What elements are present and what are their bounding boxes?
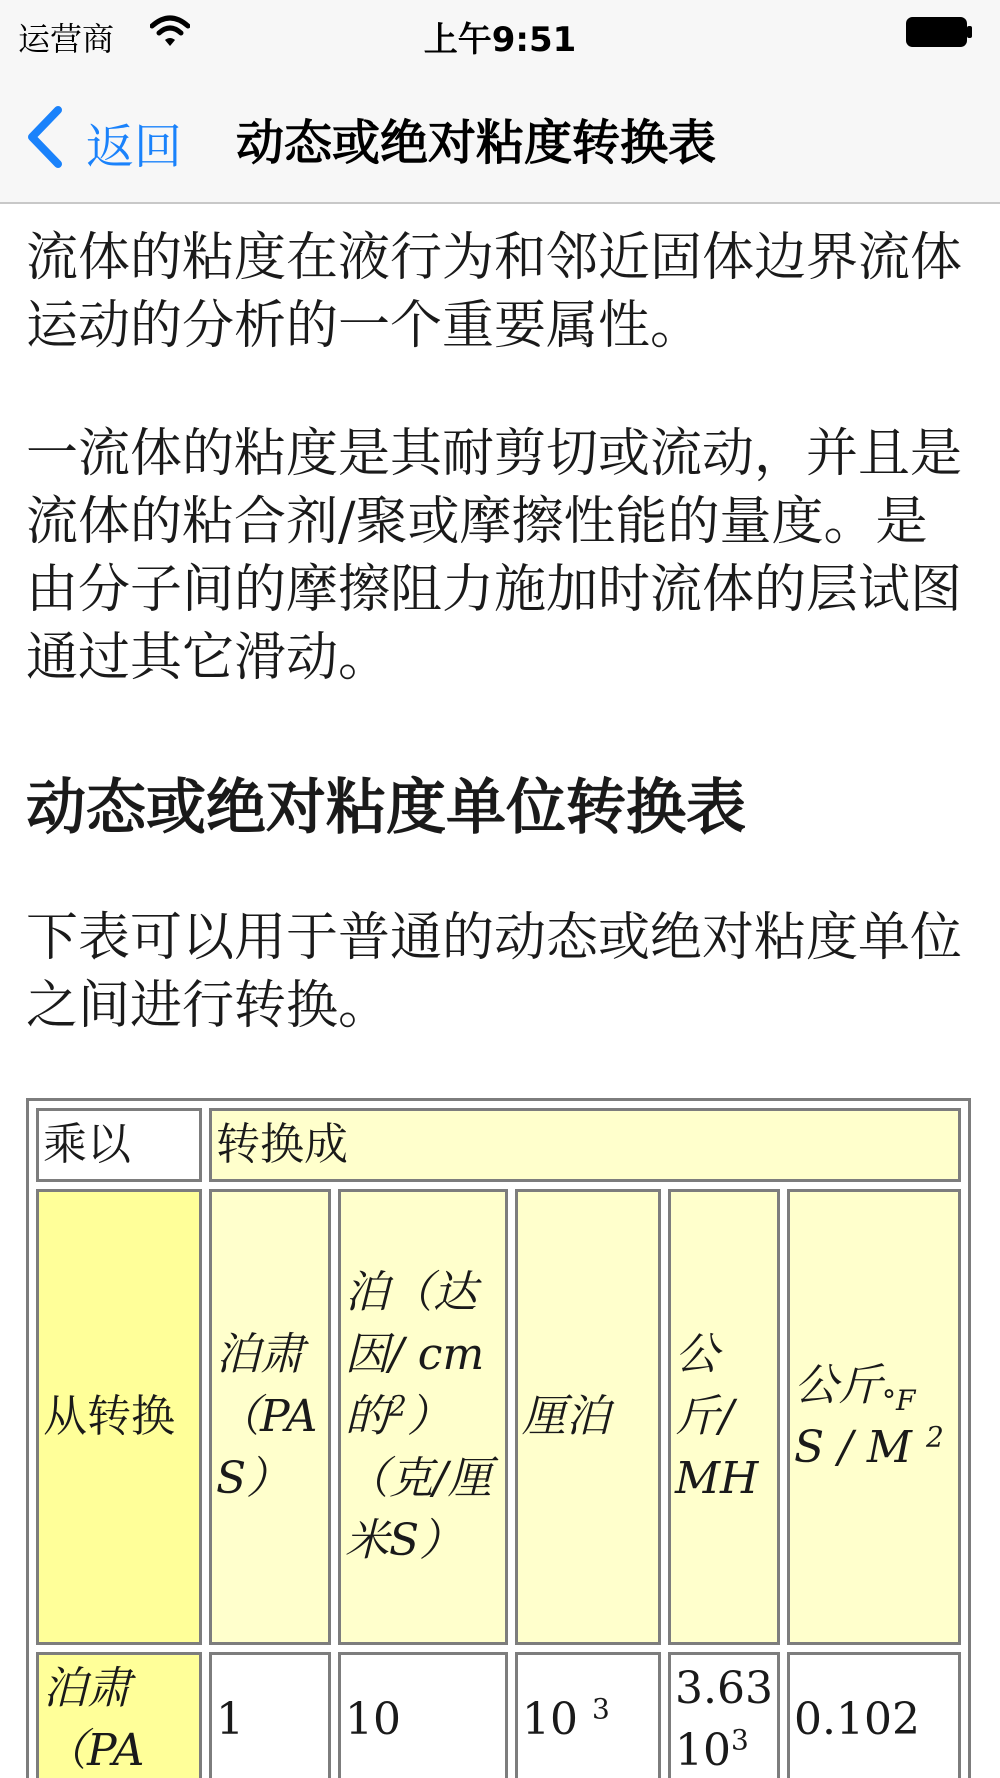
status-bar (0, 0, 1000, 68)
unit-kgf-sup: 2 (925, 1420, 944, 1454)
unit-kgf-cell (787, 1189, 961, 1645)
cell-pas-poise: 10 (338, 1652, 508, 1778)
conversion-table (26, 1098, 971, 1778)
navigation-bar (0, 68, 1000, 204)
row-from-pas: 泊肃（PA (36, 1652, 202, 1778)
table-row (36, 1652, 961, 1778)
cell-pas-centipoise-base: 10 (522, 1694, 592, 1745)
battery-icon (906, 17, 974, 47)
table-header-row (36, 1108, 961, 1182)
cell-pas-kgf: 0.102 (787, 1652, 961, 1778)
unit-poise-sup: 2 (389, 1389, 407, 1423)
unit-kgf-b: S / M (793, 1422, 926, 1473)
unit-poise-a: 泊（达因/ cm的 (345, 1267, 485, 1442)
multiply-by-cell: 乘以 (36, 1108, 202, 1182)
unit-centipoise-cell: 厘泊 (515, 1189, 661, 1645)
unit-kgf-sub: °F (881, 1383, 916, 1417)
convert-to-cell: 转换成 (209, 1108, 961, 1182)
cell-pas-centipoise-exp: 3 (591, 1692, 610, 1726)
definition-paragraph: 一流体的粘度是其耐剪切或流动，并且是流体的粘合剂/聚或摩擦性能的量度。是由分子间的摩擦阻力施加时流体的层试图通过其它滑动。 (26, 424, 963, 688)
intro-paragraph: 流体的粘度在液行为和邻近固体边界流体运动的分析的一个重要属性。 (26, 228, 963, 356)
chevron-left-icon (24, 106, 66, 168)
back-button[interactable] (24, 98, 194, 174)
carrier-label: 运营商 (18, 20, 115, 58)
unit-kgf-a: 公斤 (793, 1360, 882, 1411)
unit-kg-mh-cell: 公斤/ MH (668, 1189, 780, 1645)
unit-poise-b: ）（克/厘米S） (345, 1391, 492, 1566)
from-convert-cell: 从转换 (36, 1189, 202, 1645)
page-title: 动态或绝对粘度转换表 (236, 115, 717, 171)
back-button-label: 返回 (86, 119, 183, 175)
cell-pas-kg-mh-value: 3.63 (675, 1663, 773, 1714)
cell-pas-centipoise (515, 1652, 661, 1778)
web-content[interactable] (0, 204, 1000, 1778)
cell-pas-pas: 1 (209, 1652, 331, 1778)
section-heading: 动态或绝对粘度单位转换表 (26, 773, 746, 843)
unit-poise-cell (338, 1189, 508, 1645)
cell-pas-kg-mh-exp: 3 (731, 1723, 749, 1757)
unit-pas-cell: 泊肃（PA S） (209, 1189, 331, 1645)
table-units-row (36, 1189, 961, 1645)
status-time: 上午9:51 (423, 20, 577, 60)
table-intro-paragraph: 下表可以用于普通的动态或绝对粘度单位之间进行转换。 (26, 908, 963, 1036)
cell-pas-kg-mh (668, 1652, 780, 1778)
cell-pas-kg-mh-cont: 10 (675, 1725, 731, 1776)
